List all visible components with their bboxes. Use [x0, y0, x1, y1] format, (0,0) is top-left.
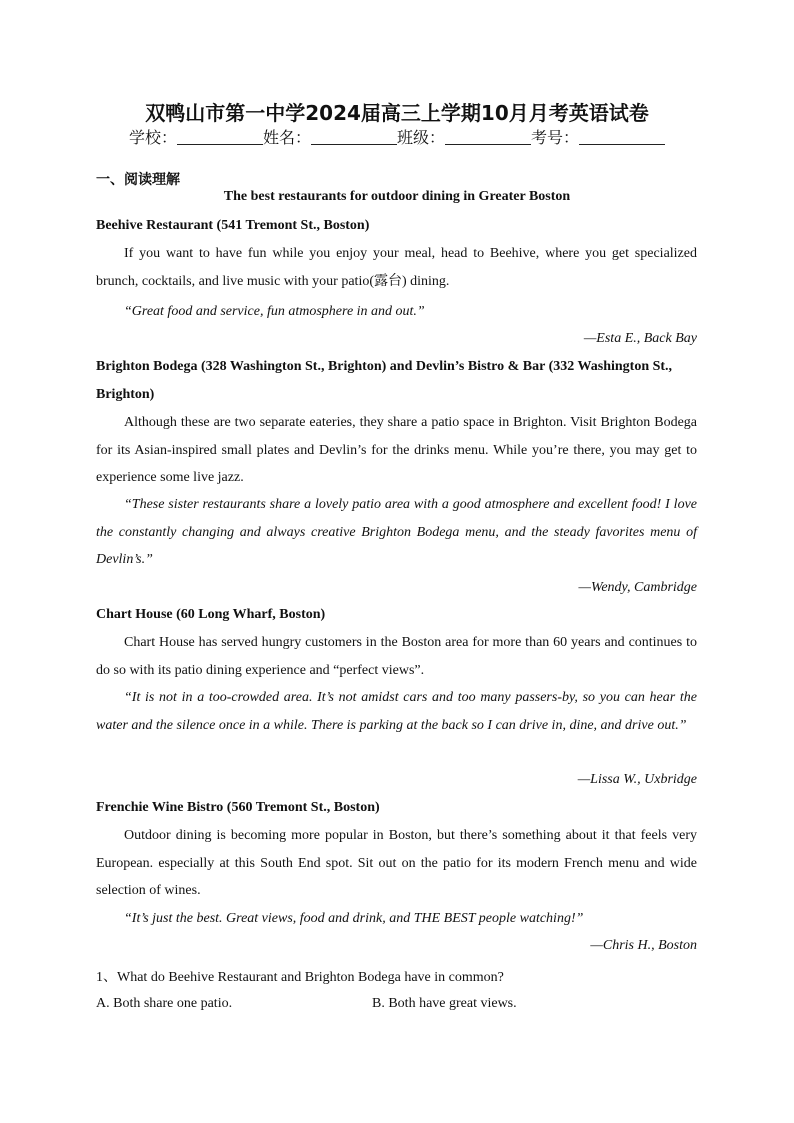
- review-quote: “It’s just the best. Great views, food and drink, and THE BEST people watching!”: [124, 911, 584, 926]
- class-label: 班级：: [397, 128, 446, 147]
- review-quote: “These sister restaurants share a lovely patio area with a good atmosphere and excellent food! I love the constantly changing and always creative Brighton Bodega menu, and the steady favorites menu of Devlin’s.”: [96, 497, 697, 568]
- restaurant-heading: Beehive Restaurant (541 Tremont St., Boston): [96, 218, 370, 233]
- review-attribution: —Chris H., Boston: [590, 938, 697, 953]
- restaurant-body: Although these are two separate eateries, they share a patio space in Brighton. Visit Brighton Bodega for its Asian-inspired small plates and Devlin’s for the drinks menu. While you’re there, you may get to experience some live jazz.: [96, 415, 697, 486]
- section-heading: 一、阅读理解: [96, 172, 180, 188]
- number-blank: [579, 128, 665, 145]
- exam-info-line: [0, 125, 794, 148]
- class-blank: [445, 128, 531, 145]
- name-blank: [311, 128, 397, 145]
- restaurant-heading: Frenchie Wine Bistro (560 Tremont St., Boston): [96, 800, 380, 815]
- question-stem: 1、What do Beehive Restaurant and Brighton Bodega have in common?: [96, 970, 504, 985]
- restaurant-heading: Brighton Bodega (328 Washington St., Brighton) and Devlin’s Bistro & Bar (332 Washington St., Brighton): [96, 359, 673, 402]
- review-attribution: —Esta E., Back Bay: [583, 331, 697, 346]
- option-b: B. Both have great views.: [372, 996, 517, 1011]
- passage-title: The best restaurants for outdoor dining in Greater Boston: [223, 189, 571, 204]
- restaurant-body: Chart House has served hungry customers in the Boston area for more than 60 years and continues to do so with its patio dining experience and “perfect views”.: [96, 635, 697, 678]
- name-label: 姓名：: [262, 128, 311, 147]
- review-quote: “It is not in a too-crowded area. It’s not amidst cars and too many passers-by, so you can hear the water and the silence once in a while. There is parking at the back so I can drive in, dine, and drive out.”: [96, 690, 697, 733]
- review-attribution: —Lissa W., Uxbridge: [577, 772, 697, 787]
- restaurant-body: If you want to have fun while you enjoy your meal, head to Beehive, where you get specialized brunch, cocktails, and live music with your patio(露台) dining.: [96, 246, 697, 289]
- review-quote: “Great food and service, fun atmosphere in and out.”: [124, 304, 425, 319]
- exam-title: 双鸭山市第一中学2024届高三上学期10月月考英语试卷: [145, 101, 649, 125]
- school-label: 学校：: [128, 128, 177, 147]
- option-a: A. Both share one patio.: [96, 996, 233, 1011]
- school-blank: [177, 128, 263, 145]
- review-attribution: —Wendy, Cambridge: [578, 580, 697, 595]
- restaurant-body: Outdoor dining is becoming more popular in Boston, but there’s something about it that feels very European. especially at this South End spot. Sit out on the patio for its modern French menu and wide selection of wines.: [96, 828, 697, 899]
- number-label: 考号：: [531, 128, 580, 147]
- restaurant-heading: Chart House (60 Long Wharf, Boston): [96, 607, 326, 622]
